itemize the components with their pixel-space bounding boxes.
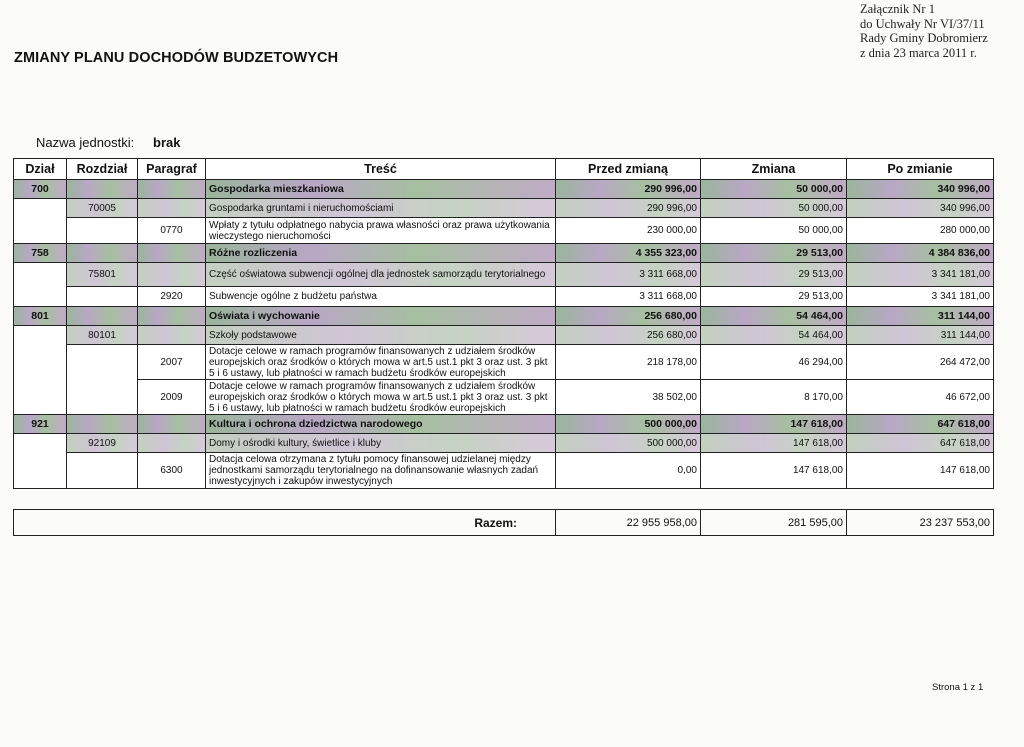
cell-tresc: Różne rozliczenia: [206, 244, 556, 263]
table-row-dzial: [14, 180, 994, 199]
cell-paragraf: 2009: [138, 380, 206, 415]
cell-po: 311 144,00: [847, 326, 994, 345]
table-row-paragraf: [14, 345, 994, 380]
total-przed: 22 955 958,00: [556, 510, 701, 536]
cell-po: 280 000,00: [847, 218, 994, 244]
cell-zmiana: 50 000,00: [701, 199, 847, 218]
cell-po: 647 618,00: [847, 415, 994, 434]
cell-dzial: 758: [14, 244, 67, 263]
page-number: Strona 1 z 1: [932, 682, 984, 693]
cell-przed: 290 996,00: [556, 199, 701, 218]
cell-tresc: Szkoły podstawowe: [206, 326, 556, 345]
cell-po: 647 618,00: [847, 434, 994, 453]
page-title: ZMIANY PLANU DOCHODÓW BUDZETOWYCH: [14, 50, 339, 66]
cell-przed: 230 000,00: [556, 218, 701, 244]
cell-paragraf: [138, 180, 206, 199]
cell-paragraf: [138, 244, 206, 263]
cell-zmiana: 54 464,00: [701, 326, 847, 345]
cell-przed: 500 000,00: [556, 434, 701, 453]
total-table: [13, 509, 994, 536]
cell-tresc: Dotacje celowe w ramach programów finansowanych z udziałem środków europejskich oraz środków o których mowa w art.5 ust.1 pkt 3 oraz ust. 3 pkt 5 i 6 ustawy, lub płatności w ramach budżetu środków europejskich: [206, 345, 556, 380]
cell-przed: 3 311 668,00: [556, 287, 701, 307]
cell-paragraf: [138, 434, 206, 453]
cell-przed: 256 680,00: [556, 307, 701, 326]
cell-po: 4 384 836,00: [847, 244, 994, 263]
annotation-line: Załącznik Nr 1: [860, 2, 935, 16]
col-header-paragraf: Paragraf: [138, 159, 206, 180]
cell-przed: 218 178,00: [556, 345, 701, 380]
cell-zmiana: 147 618,00: [701, 434, 847, 453]
cell-tresc: Kultura i ochrona dziedzictwa narodowego: [206, 415, 556, 434]
cell-tresc: Gospodarka mieszkaniowa: [206, 180, 556, 199]
table-row-rozdzial: [14, 434, 994, 453]
cell-zmiana: 29 513,00: [701, 244, 847, 263]
cell-po: 46 672,00: [847, 380, 994, 415]
cell-zmiana: 8 170,00: [701, 380, 847, 415]
cell-tresc: Domy i ośrodki kultury, świetlice i kluby: [206, 434, 556, 453]
cell-rozdzial: [67, 415, 138, 434]
cell-po: 3 341 181,00: [847, 263, 994, 287]
cell-po: 340 996,00: [847, 180, 994, 199]
cell-rozdzial-blank: [67, 345, 138, 415]
cell-dzial-blank: [14, 326, 67, 415]
cell-paragraf: [138, 263, 206, 287]
table-row-rozdzial: [14, 326, 994, 345]
cell-tresc: Oświata i wychowanie: [206, 307, 556, 326]
cell-rozdzial: 75801: [67, 263, 138, 287]
unit-name-row: [36, 135, 180, 150]
total-row: [14, 510, 994, 536]
unit-name-label: Nazwa jednostki:: [36, 135, 135, 150]
cell-paragraf: 2920: [138, 287, 206, 307]
cell-rozdzial-blank: [67, 453, 138, 489]
cell-paragraf: [138, 326, 206, 345]
cell-zmiana: 54 464,00: [701, 307, 847, 326]
annotation-line: Rady Gminy Dobromierz: [860, 31, 988, 45]
cell-paragraf: [138, 199, 206, 218]
cell-przed: 256 680,00: [556, 326, 701, 345]
cell-rozdzial-blank: [67, 218, 138, 244]
total-label: Razem:: [14, 510, 556, 536]
cell-zmiana: 29 513,00: [701, 287, 847, 307]
cell-zmiana: 147 618,00: [701, 453, 847, 489]
table-row-rozdzial: [14, 199, 994, 218]
cell-przed: 38 502,00: [556, 380, 701, 415]
col-header-rozdzial: Rozdział: [67, 159, 138, 180]
cell-rozdzial: [67, 244, 138, 263]
table-header-row: [14, 159, 994, 180]
table-row-rozdzial: [14, 263, 994, 287]
cell-paragraf: 2007: [138, 345, 206, 380]
table-row-dzial: [14, 415, 994, 434]
cell-paragraf: 6300: [138, 453, 206, 489]
col-header-po-zmianie: Po zmianie: [847, 159, 994, 180]
cell-tresc: Część oświatowa subwencji ogólnej dla jednostek samorządu terytorialnego: [206, 263, 556, 287]
total-po: 23 237 553,00: [847, 510, 994, 536]
cell-paragraf: 0770: [138, 218, 206, 244]
cell-po: 147 618,00: [847, 453, 994, 489]
annotation-line: z dnia 23 marca 2011 r.: [860, 45, 977, 60]
table-row-dzial: [14, 244, 994, 263]
cell-tresc: Wpłaty z tytułu odpłatnego nabycia prawa własności oraz prawa użytkowania wieczystego nieruchomości: [206, 218, 556, 244]
table-row-paragraf: [14, 453, 994, 489]
table-row-dzial: [14, 307, 994, 326]
cell-zmiana: 50 000,00: [701, 180, 847, 199]
cell-rozdzial: [67, 307, 138, 326]
cell-rozdzial: 92109: [67, 434, 138, 453]
cell-przed: 290 996,00: [556, 180, 701, 199]
col-header-dzial: Dział: [14, 159, 67, 180]
cell-przed: 3 311 668,00: [556, 263, 701, 287]
table-row-paragraf: [14, 218, 994, 244]
cell-tresc: Dotacja celowa otrzymana z tytułu pomocy finansowej udzielanej między jednostkami samorządu terytorialnego na dofinansowanie własnych zadań inwestycyjnych i zakupów inwestycyjnych: [206, 453, 556, 489]
total-zmiana: 281 595,00: [701, 510, 847, 536]
cell-zmiana: 50 000,00: [701, 218, 847, 244]
col-header-tresc: Treść: [206, 159, 556, 180]
table-row-paragraf: [14, 380, 994, 415]
cell-paragraf: [138, 415, 206, 434]
cell-tresc: Subwencje ogólne z budżetu państwa: [206, 287, 556, 307]
cell-rozdzial: 80101: [67, 326, 138, 345]
cell-zmiana: 29 513,00: [701, 263, 847, 287]
cell-po: 311 144,00: [847, 307, 994, 326]
cell-przed: 500 000,00: [556, 415, 701, 434]
cell-po: 264 472,00: [847, 345, 994, 380]
table-row-paragraf: [14, 287, 994, 307]
cell-po: 3 341 181,00: [847, 287, 994, 307]
col-header-przed-zmiana: Przed zmianą: [556, 159, 701, 180]
cell-dzial: 921: [14, 415, 67, 434]
cell-przed: 4 355 323,00: [556, 244, 701, 263]
cell-po: 340 996,00: [847, 199, 994, 218]
cell-dzial-blank: [14, 199, 67, 244]
cell-tresc: Gospodarka gruntami i nieruchomościami: [206, 199, 556, 218]
annotation-line: do Uchwały Nr VI/37/11: [860, 16, 985, 31]
col-header-zmiana: Zmiana: [701, 159, 847, 180]
cell-dzial-blank: [14, 263, 67, 307]
cell-zmiana: 46 294,00: [701, 345, 847, 380]
cell-rozdzial: [67, 180, 138, 199]
resolution-annotation: [860, 2, 1020, 60]
cell-paragraf: [138, 307, 206, 326]
cell-dzial: 700: [14, 180, 67, 199]
cell-dzial-blank: [14, 434, 67, 489]
budget-changes-table: [13, 158, 994, 489]
cell-dzial: 801: [14, 307, 67, 326]
cell-tresc: Dotacje celowe w ramach programów finansowanych z udziałem środków europejskich oraz środków o których mowa w art.5 ust.1 pkt 3 oraz ust. 3 pkt 5 i 6 ustawy, lub płatności w ramach budżetu środków europejskich: [206, 380, 556, 415]
cell-rozdzial: 70005: [67, 199, 138, 218]
unit-name-value: brak: [153, 135, 181, 150]
cell-przed: 0,00: [556, 453, 701, 489]
cell-rozdzial-blank: [67, 287, 138, 307]
cell-zmiana: 147 618,00: [701, 415, 847, 434]
